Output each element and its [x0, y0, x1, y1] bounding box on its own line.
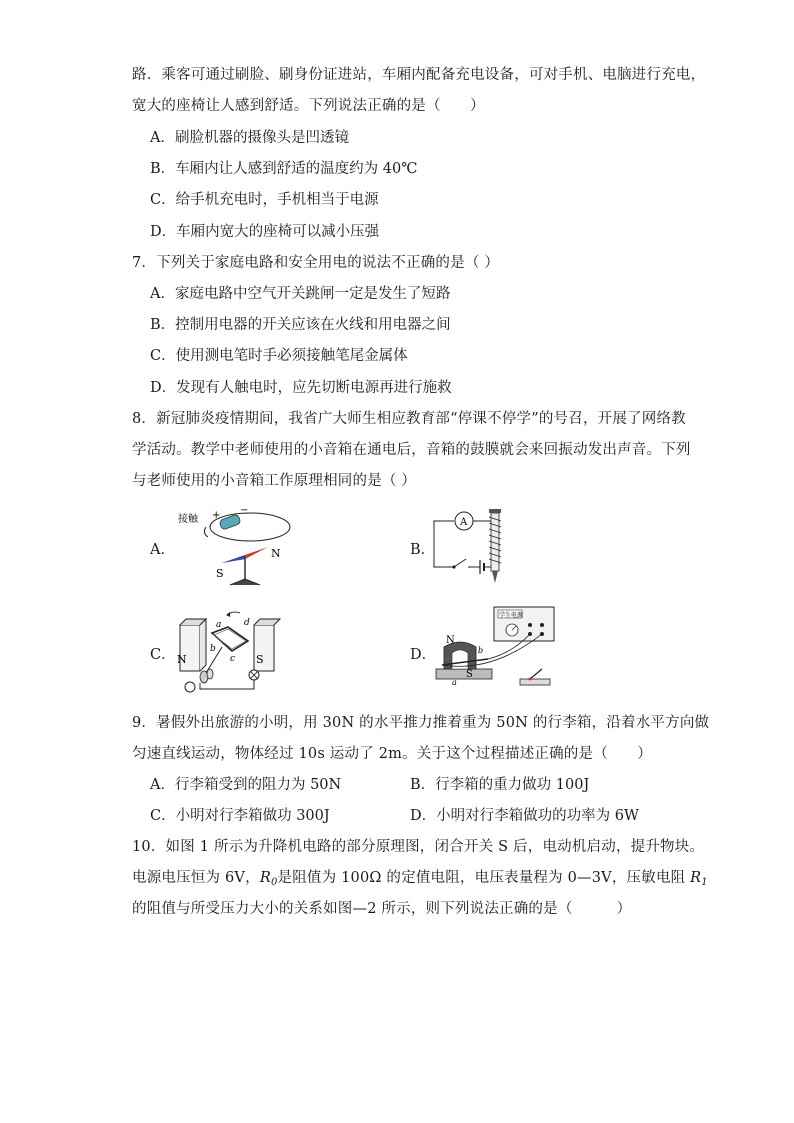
q7-stem: 7．下列关于家庭电路和安全用电的说法不正确的是（ ） — [132, 255, 500, 271]
fig-c-c-label: c — [230, 654, 236, 664]
fig-c-a-label: a — [216, 620, 222, 630]
q8-option-a-label: A． — [150, 542, 175, 558]
fig-d-s-label: S — [466, 669, 473, 680]
q8-figure-b-electromagnet — [432, 505, 512, 587]
fig-a-plus-label: + — [212, 510, 221, 521]
curved-arrow-icon — [204, 527, 208, 537]
q8-figure-c-coil-in-field — [172, 603, 282, 695]
q6-option-b: B．车厢内让人感到舒适的温度约为 40℃ — [150, 161, 418, 177]
fig-d-n-label: N — [446, 635, 455, 646]
fig-d-supply-label: 学生电源 — [499, 612, 524, 619]
q9-option-d: D．小明对行李箱做功的功率为 6W — [410, 808, 639, 824]
q10-stem-line2 — [132, 868, 708, 893]
q10-stem-line1: 10．如图 1 所示为升降机电路的部分原理图，闭合开关 S 后，电动机启动，提升物块。 — [132, 839, 705, 855]
q9-option-c: C．小明对行李箱做功 300J — [150, 808, 330, 824]
r0-symbol: R — [259, 870, 271, 886]
q8-stem-line1: 8．新冠肺炎疫情期间，我省广大师生相应教育部“停课不停学”的号召，开展了网络教 — [132, 411, 686, 427]
q9-stem-line1: 9．暑假外出旅游的小明，用 30N 的水平推力推着重为 50N 的行李箱，沿着水平方向做 — [132, 715, 710, 731]
q8-figure-d-force-on-conductor — [432, 603, 560, 693]
fig-d-a-label: a — [452, 678, 457, 687]
switch-icon — [454, 559, 466, 567]
q7-option-d: D．发现有人触电时，应先切断电源再进行施救 — [150, 380, 452, 396]
fig-a-n-label: N — [271, 547, 281, 560]
q8-stem-line3: 与老师使用的小音箱工作原理相同的是（ ） — [132, 473, 417, 489]
q6-stem-line2: 宽大的座椅让人感到舒适。下列说法正确的是（ ） — [132, 98, 485, 114]
compass-needle-s-icon — [222, 555, 245, 563]
fig-a-touch-label: 接触 — [178, 514, 198, 525]
q8-option-c-label: C． — [150, 647, 176, 663]
q6-option-c: C．给手机充电时，手机相当于电源 — [150, 192, 379, 208]
battery-icon — [219, 514, 241, 530]
q10-line2-part-a: 电源电压恒为 6V， — [132, 870, 260, 886]
q8-option-d-label: D． — [410, 647, 437, 663]
q8-figure-a-oersted — [172, 505, 292, 590]
r1-subscript: 1 — [701, 877, 708, 888]
r0-subscript: 0 — [270, 877, 278, 888]
q9-option-a: A．行李箱受到的阻力为 50N — [150, 777, 342, 793]
q8-stem-line2: 学活动。教学中老师使用的小音箱在通电后，音箱的鼓膜就会来回振动发出声音。下列 — [132, 442, 691, 458]
q10-line2-part-b: 是阻值为 100Ω 的定值电阻，电压表量程为 0—3V，压敏电阻 — [277, 870, 691, 886]
q7-option-c: C．使用测电笔时手必须接触笔尾金属体 — [150, 348, 408, 364]
fig-c-n-label: N — [177, 653, 187, 666]
q6-stem-line1: 路．乘客可通过刷脸、刷身份证进站，车厢内配备充电设备，可对手机、电脑进行充电， — [132, 67, 706, 83]
q7-option-b: B．控制用电器的开关应该在火线和用电器之间 — [150, 317, 451, 333]
fig-c-s-label: S — [256, 653, 264, 666]
r1-symbol: R — [690, 870, 702, 886]
fig-b-meter-label: A — [460, 517, 468, 528]
switch-icon — [520, 679, 550, 685]
q9-stem-line2: 匀速直线运动，物体经过 10s 运动了 2m。关于这个过程描述正确的是（ ） — [132, 746, 652, 762]
q6-option-d: D．车厢内宽大的座椅可以减小压强 — [150, 224, 380, 240]
fig-c-b-label: b — [210, 644, 216, 654]
q10-stem-line3: 的阻值与所受压力大小的关系如图—2 所示，则下列说法正确的是（ ） — [132, 901, 632, 917]
fig-d-b-label: b — [478, 646, 484, 655]
q6-option-a: A．刷脸机器的摄像头是凹透镜 — [150, 130, 349, 146]
q7-option-a: A．家庭电路中空气开关跳闸一定是发生了短路 — [150, 286, 451, 302]
fig-a-minus-label: − — [240, 505, 249, 516]
fig-c-d-label: d — [244, 618, 250, 628]
fig-a-s-label: S — [216, 567, 224, 580]
q9-option-b: B．行李箱的重力做功 100J — [410, 777, 590, 793]
q8-option-b-label: B． — [410, 542, 436, 558]
